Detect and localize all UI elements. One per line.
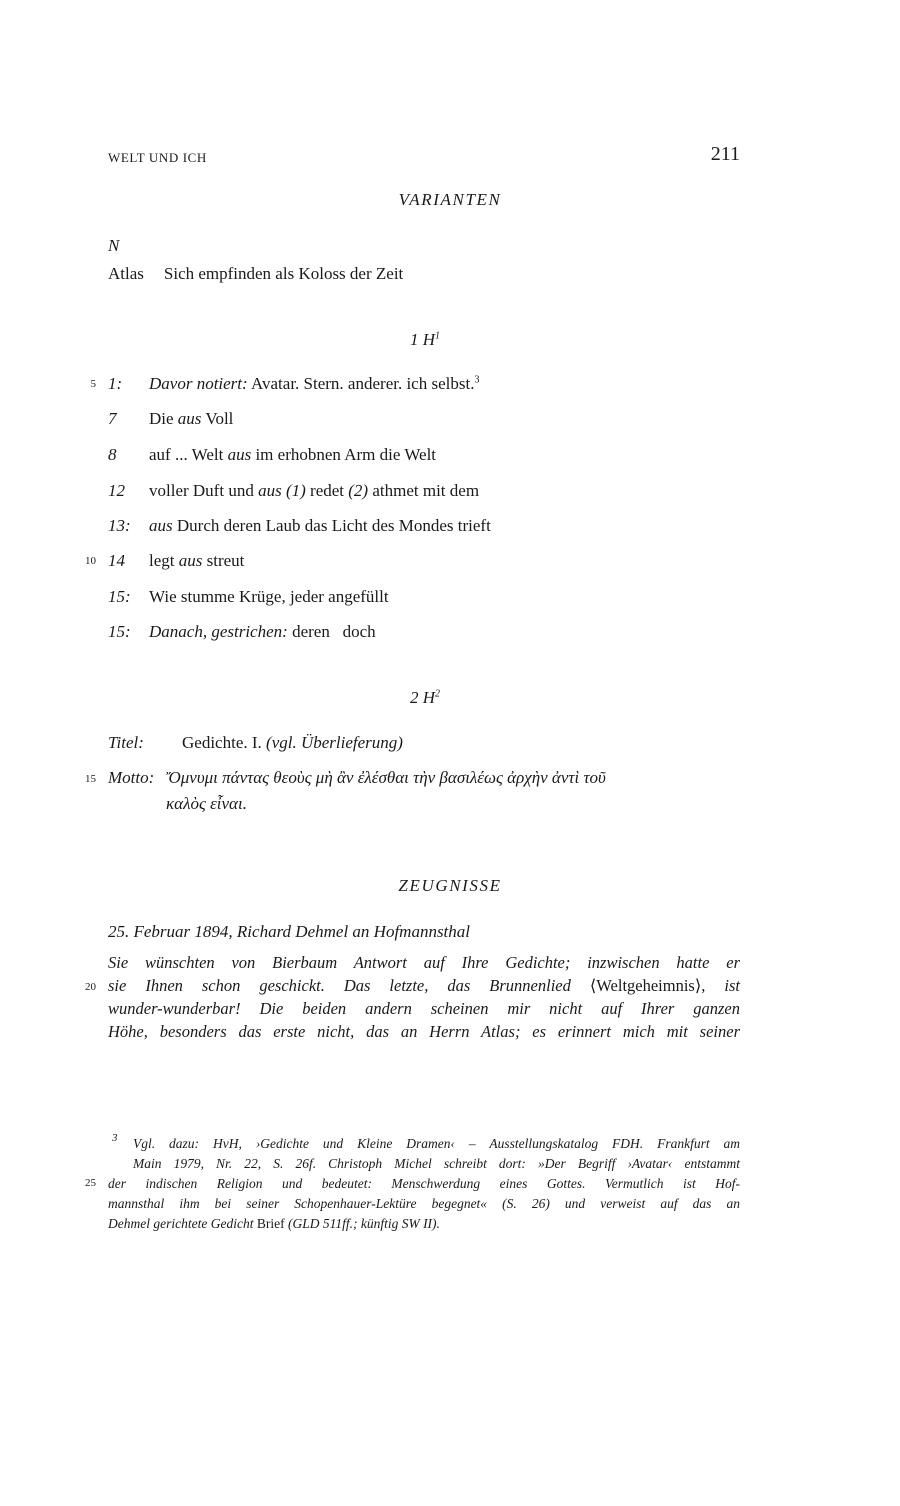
variant-lemma: 14 (108, 551, 125, 570)
evidence-line-4: Höhe, besonders das erste nicht, das an Herrn Atlas; es erinnert mich mit seiner (108, 1022, 740, 1041)
evidence-line-2-text: sie Ihnen schon geschickt. Das letzte, das Brunnenlied (108, 976, 590, 995)
variant-text: aus (178, 551, 203, 570)
motto-line-1: Ὄμνυμι πάντας θεοὺς μὴ ἂν ἐλέσθαι τὴν βασιλέως ἀρχὴν ἀντὶ τοῦ (166, 768, 606, 787)
variant-row (108, 409, 233, 429)
variant-text: Voll (201, 409, 234, 428)
evidence-insert: ⟨Weltgeheimnis⟩ (589, 976, 702, 995)
variant-row (108, 374, 479, 394)
variant-row (108, 587, 389, 607)
variant-text: redet (305, 481, 349, 500)
footnote-line-3: der indischen Religion und bedeutet: Menschwerdung eines Gottes. Vermutlich ist Hof- (108, 1176, 740, 1191)
footnote-line-4: mannsthal ihm bei seiner Schopenhauer-Lektüre begegnet« (S. 26) und verweist auf das an (108, 1196, 740, 1211)
variant-text: deren doch (287, 622, 376, 641)
margin-line-number: 5 (90, 378, 96, 390)
n-line (108, 264, 403, 284)
variant-text: streut (202, 551, 245, 570)
variant-lemma: 7 (108, 409, 117, 428)
variant-row (108, 622, 376, 642)
variant-text: aus (177, 409, 202, 428)
variant-row (108, 551, 244, 571)
footnote-last-post: (GLD 511ff.; künftig SW II). (284, 1216, 440, 1231)
footnote-reference: 3 (474, 374, 480, 386)
variant-text: legt (149, 551, 179, 570)
footnote-line-5 (108, 1216, 740, 1232)
n-line-text: Sich empfinden als Koloss der Zeit (163, 264, 404, 283)
variant-text: (2) (348, 481, 369, 500)
variant-lemma: 15: (108, 622, 131, 641)
variant-text: aus (1) (258, 481, 306, 500)
sigle-2h2 (0, 688, 850, 708)
variant-text: Die (149, 409, 178, 428)
variant-text: Danach, gestrichen: (149, 622, 288, 641)
page-number: 211 (710, 143, 740, 165)
motto-label: Motto: (108, 768, 155, 787)
variant-row (108, 481, 479, 501)
sigle-n: N (108, 236, 120, 255)
motto-line-2: καλὸς εἶναι. (166, 794, 247, 813)
variant-row (108, 516, 491, 536)
margin-line-number: 25 (85, 1177, 96, 1189)
footnote-mark: 3 (112, 1132, 118, 1144)
titel-row (108, 733, 403, 753)
section-title-varianten: VARIANTEN (398, 190, 502, 209)
variant-lemma: 12 (108, 481, 125, 500)
evidence-line-2-end: , ist (701, 976, 741, 995)
variant-text: aus (227, 445, 252, 464)
variant-text: voller Duft und (149, 481, 259, 500)
variant-text: athmet mit dem (368, 481, 480, 500)
sigle-2h2-num: 2 H (409, 688, 436, 707)
variant-text: Avatar. Stern. anderer. ich selbst. (247, 374, 475, 393)
variant-text: auf ... Welt (149, 445, 228, 464)
variant-lemma: 13: (108, 516, 131, 535)
variant-lemma: 8 (108, 445, 117, 464)
variant-text: im erhobnen Arm die Welt (251, 445, 437, 464)
titel-ref: (vgl. Überlieferung) (266, 733, 403, 752)
footnote-last-pre: Dehmel gerichtete Gedicht (108, 1216, 257, 1231)
footnote-line-1: Vgl. dazu: HvH, ›Gedichte und Kleine Dramen‹ – Ausstellungskatalog FDH. Frankfurt am (133, 1136, 740, 1151)
margin-line-number: 10 (85, 555, 96, 567)
sigle-2h2-sup: 2 (435, 688, 441, 700)
motto-row (108, 768, 606, 788)
margin-line-number: 20 (85, 981, 96, 993)
sigle-1h1-num: 1 H (409, 330, 436, 349)
variant-lemma: 1: (108, 374, 123, 393)
evidence-line-2 (108, 976, 740, 996)
margin-line-number: 15 (85, 773, 96, 785)
titel-label: Titel: (108, 733, 144, 752)
variant-text: Davor notiert: (149, 374, 248, 393)
sigle-1h1-sup: 1 (435, 330, 441, 342)
evidence-heading: 25. Februar 1894, Richard Dehmel an Hofmannsthal (108, 922, 471, 941)
variant-text: Durch deren Laub das Licht des Mondes trieft (172, 516, 491, 535)
evidence-line-3: wunder-wunderbar! Die beiden andern scheinen mir nicht auf Ihrer ganzen (108, 999, 740, 1018)
titel-text: Gedichte. I. (182, 733, 267, 752)
sigle-1h1 (0, 330, 850, 350)
variant-lemma: 15: (108, 587, 131, 606)
variant-text: Wie stumme Krüge, jeder angefüllt (149, 587, 389, 606)
section-title-zeugnisse: ZEUGNISSE (398, 876, 502, 895)
footnote-line-2: Main 1979, Nr. 22, S. 26f. Christoph Michel schreibt dort: »Der Begriff ›Avatar‹ entstammt (133, 1156, 740, 1171)
evidence-line-1: Sie wünschten von Bierbaum Antwort auf Ihre Gedichte; inzwischen hatte er (108, 953, 740, 972)
footnote-last-roman: Brief (256, 1216, 285, 1231)
variant-text: aus (149, 516, 173, 535)
n-line-label: Atlas (108, 264, 144, 283)
variant-row (108, 445, 436, 465)
running-head: WELT UND ICH (108, 150, 207, 165)
